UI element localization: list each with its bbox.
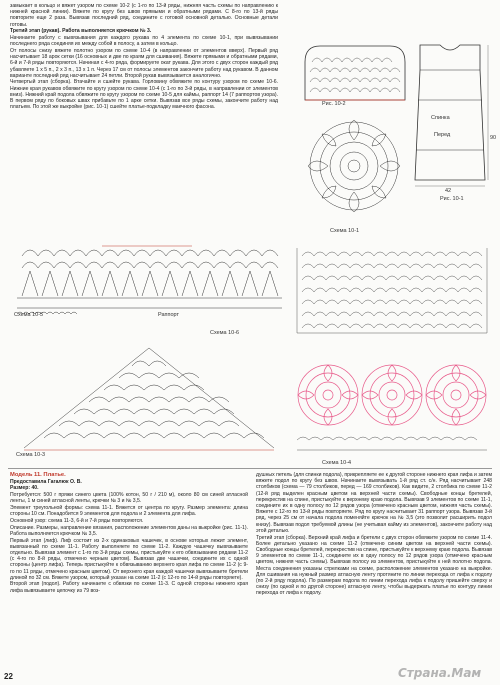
bottom-right-text: [256, 472, 492, 597]
pattern-10-2-sleeve-diagram: [300, 42, 410, 104]
dim-42-label: 42: [445, 188, 452, 194]
paragraph-2: Третий этап (рукав). Работа выполняется крючком № 3.: [10, 28, 152, 35]
pered-label: Перед: [434, 132, 451, 138]
scheme-10-3-fan: [14, 338, 284, 458]
model-element: Элемент треугольной формы: схема 11-1. Вяжется от центра по кругу. Размер элемента: длина стороны 10 см. Понадобится 9 элементов для подола и 2 элемента для лифа.: [10, 505, 248, 518]
model-needed: Потребуется: 500 г пряжи синего цвета (100% котон, 50 г / 210 м), около 80 см синей атласной ленты, 1 м синей атласной ленты, крючки № 3 и № 3,5.: [10, 492, 248, 505]
skhema-10-5-caption: Схема 10-5: [14, 312, 44, 318]
top-left-text: [10, 3, 278, 111]
paragraph-1: замыкает в кольцо и вяжет узором по схеме 10-2 (с 1-го по 13-й ряды, нижняя часть схемы по направлению к нижней красной линии). Вяжете по кругу без швов прямыми и обратными рядами. С 8-го по 13-й ряды повторите еще 2 раза. Вывязав последний ряд, соедините с готовой основной деталью. Основные детали готовы.: [10, 3, 278, 28]
section-divider: [8, 468, 492, 469]
scheme-10-4-net: [292, 238, 492, 338]
model-size: Размер: 40.: [10, 485, 39, 492]
skhema-10-3-caption: Схема 10-3: [16, 452, 46, 458]
dress-pattern-outline: [410, 40, 490, 190]
right-paragraph-1: душных петель (для спинки подола), прикрепляете ее к другой стороне нижнего края лифа и затем вяжете подол по кругу без швов. Начинаете вывязывать 1-й ряд ст. с/н. Ряд насчитывает 248 столбиков (схема — 79 столбиков, перед — 169 столбиков). Как видите, 2 столбика по схеме 11-2 (12-й ряд выделен красным цветом на верхней части схемы). Свободные концы бретелей, перекрестив на спине, пристыкуйте к верхнему краю подола. Вывязав 9 элементов по схеме 11-1, соедините их в одну полосу по 12 рядов узора (отмечено красным цветом, нижняя часть схемы). Вяжете с 12-го по 13-й ряды повторяете. Ряд по кругу насчитывает 31 раппорт узора. Вывязав 3-й ряд, через 25 см от начала подола поменяйте крючок на № 3,5 (это позволит расширить подол книзу). Вывязав подол требуемой длины (не учитывая кайму из элементов), закончите работу над этой деталью.: [256, 472, 492, 534]
scheme-10-5-border: [12, 238, 287, 320]
model-title: Модель 11. Платье.: [10, 472, 66, 478]
ris-10-2-caption: Рис. 10-2: [322, 101, 346, 107]
site-watermark: Страна.Мам: [398, 666, 482, 680]
motif-scheme-10-1: [300, 110, 408, 222]
ris-10-1-caption: Рис. 10-1: [440, 196, 464, 202]
right-paragraph-2: Третий этап (сборка). Верхний край лифа и бретели с двух сторон обвяжите узором по схеме 11-4. Более детально указано на схеме 11-2 (отмечено синим цветом на верхней части схемы). Свободные концы бретелей, перекрестив на спине, пристыкуйте к верхнему краю подола. Вывязав 9 элементов по схеме 11-1, соедините их в одну полосу по 12 рядов узора (отмечено красным цветом, нижняя часть схемы). Вывязав полосу из элементов, пристыкуйте к ней полотно подола. Места соединения указаны стрелками на схеме, расположение элементов указано на выкройке. Для сшивания на нужный размер атласную ленту протяните по линии перехода от лифа к подолу (по 2-й ряду подола). По размерам подола по линии перехода лифа к подолу пришейте сверху и снизу (по одной и по другой стороне) атласную ленту, чтобы выдержать платье по контуру линии перехода от лифа к подолу.: [256, 534, 493, 597]
paragraph-3: Начинаете работу с вывязывания для каждого рукава по 4 элемента по схеме 10-1, при вывязывании последнего ряда соединяя их между собой в полосу, а затем в кольцо.: [10, 35, 278, 48]
skhema-10-4-caption: Схема 10-4: [322, 460, 352, 466]
model-stage-2: Второй этап (подол). Работу начинаете с обвязки по схеме 11-3. С одной стороны нижнего края лифа вывязываете цепочку из 79 воз-: [10, 581, 248, 594]
rapport-label: Раппорт: [158, 312, 180, 318]
spinka-label: Спинка: [431, 115, 450, 121]
dim-90-label: 90: [490, 135, 497, 141]
model-basic-pattern: Основной узор: схема 11-3, 6-й и 7-й ряды повторяются.: [10, 517, 144, 524]
model-11-text: [10, 472, 248, 594]
scheme-10-4-pink-motifs: [292, 340, 492, 460]
skhema-10-6-caption: Схема 10-6: [210, 330, 240, 336]
paragraph-4: От полосы снизу вяжете полотно узором по схеме 10-4 (в направлении от элементов вверх). Первый ряд насчитывает 18 арок сетки (16 основных и две по краям для сшивания). Вяжете прямыми и обратными рядами, 6-й и 7-й ряды повторяются. Начиная с 4-го ряда, формируете окат рукава. Для этого с двух сторон каждый ряд убавляете 1 x 5 п., 2 x 3 п., 13 x 1 п. Через 17 см от полосы элементов закончите работу над рукавом. В данном варианте последний ряд насчитывает 24 петли. Второй рукав вывязывается аналогично.: [10, 47, 278, 79]
model-stage-1: Первый этап (лиф). Лиф состоит из 2-х одинаковых чашечек, в основе которых лежит элемент, вывязанный по схеме 11-1. Работу выполняете по схеме 11-2. Каждую чашечку вывязываете отдельно. Вывязав элемент с 1-го по 3-й ряды схемы, пристыкуйте к его обвязыванию рядами 11-2 (с 4-го по 8-й ряды, отмечено черным цветом). Вывязав две чашечки, соедините их с одной стороны (центр лифа). Теперь пристыкуйте к обвязыванию верхнего края лифа по схеме 11-2 (с 9-го по 11 ряды, отмечено красным цветом). От верхнего края каждой чашечки вывязываете бретели длиной по 32 см. Вяжете узором, который указан на схеме 11-2 (с 12-го по 14-й ряды повторяете).: [10, 537, 248, 581]
page-number: 22: [4, 672, 13, 681]
model-description: Описание. Размеры, направление вязания, расположение элементов даны на выкройке (рис. 11-1). Работа выполняется крючком № 3,5.: [10, 524, 248, 537]
skhema-10-1-caption: Схема 10-1: [330, 228, 360, 234]
paragraph-5: Четвертый этап (сборка). Втачайте и сшейте рукава. Горловину обвяжите по контуру узором по схеме 10-6. Нижние края рукавов обвяжите по кругу узором по схеме 10-4 (с 1-го по 3-й ряды, в направлении от элементов вниз). Нижний край подола обвяжите по кругу узором по схеме 10-5 для каймы, раппорт 14 (7 раппортов узора). В первом ряду по боковых швах прибавьте по 1 арке сетки. Вывязав все ряды схемы, закончите работу над платьем. По этой же выкройке (рис. 10-1) сшейте платье-подкладку маечного фасона.: [10, 79, 278, 111]
model-provider: Предоставила Гагалюк О. В.: [10, 478, 82, 485]
